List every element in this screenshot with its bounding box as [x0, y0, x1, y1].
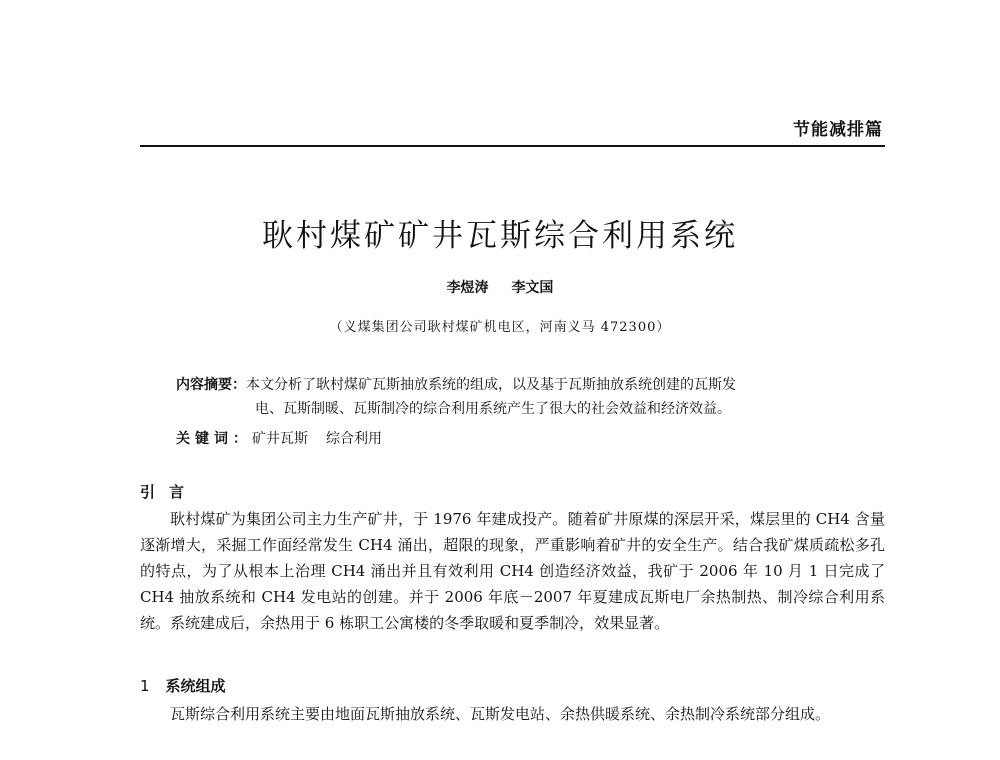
section-tag: 节能减排篇: [793, 120, 883, 140]
author-2: 李文国: [511, 280, 554, 296]
section-1-heading: [140, 675, 226, 696]
authors: [0, 277, 1000, 297]
section-1-body: [140, 701, 885, 727]
affiliation: （义煤集团公司耿村煤矿机电区，河南义马 472300）: [329, 320, 671, 335]
keywords-label: 关键词：: [176, 431, 252, 447]
keywords: [176, 428, 382, 448]
intro-heading: 引言: [140, 483, 199, 501]
abstract-text-1: 本文分析了耿村煤矿瓦斯抽放系统的组成，以及基于瓦斯抽放系统创建的瓦斯发: [246, 377, 736, 393]
section-1-title: 系统组成: [165, 677, 226, 695]
paper-title: 耿村煤矿矿井瓦斯综合利用系统: [262, 218, 738, 254]
abstract-label: 内容摘要：: [176, 377, 246, 393]
intro-paragraph: 耿村煤矿为集团公司主力生产矿井，于 1976 年建成投产。随着矿井原煤的深层开采，煤层里的 CH4 含量逐渐增大，采掘工作面经常发生 CH4 涌出，超限的现象，严重影响着矿井的安全生产。结合我矿煤质疏松多孔的特点，为了从根本上治理 CH4 涌出并且有效利用 CH4 创造经济效益，我矿于 2006 年 10 月 1 日完成了 CH4 抽放系统和 CH4 发电站的创建。并于 2006 年底－2007 年夏建成瓦斯电厂余热制热、制冷综合利用系统。系统建成后，余热用于 6 栋职工公寓楼的冬季取暖和夏季制冷，效果显著。: [140, 510, 885, 632]
abstract-text-2: 电、瓦斯制暖、瓦斯制冷的综合利用系统产生了很大的社会效益和经济效益。: [255, 401, 731, 417]
section-1-number: 1: [140, 677, 150, 695]
abstract: [176, 373, 886, 421]
abstract-line-1: [176, 373, 886, 397]
intro-body: [140, 506, 885, 636]
header-rule: [140, 145, 885, 147]
keyword-1: 矿井瓦斯: [252, 431, 308, 447]
keyword-2: 综合利用: [326, 431, 382, 447]
section-1-paragraph: 瓦斯综合利用系统主要由地面瓦斯抽放系统、瓦斯发电站、余热供暖系统、余热制冷系统部分组成。: [170, 705, 831, 723]
author-1: 李煜涛: [446, 280, 489, 296]
